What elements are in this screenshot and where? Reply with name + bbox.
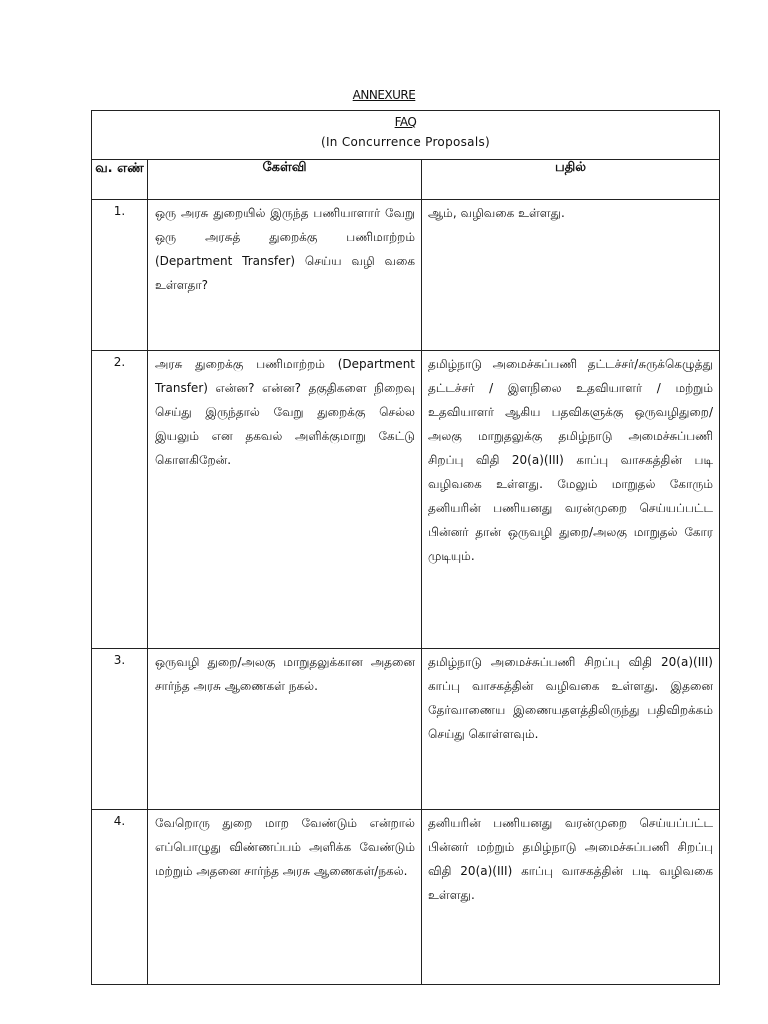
row-number: 3. — [92, 649, 148, 810]
answer-cell — [422, 649, 720, 810]
question-text: ஒரு அரசு துறையில் இருந்த பணியாளார் வேறு ஒரு அரசுத் துறைக்கு பணிமாற்றம் (Department Transfer) செய்ய வழி வகை உள்ளதா? — [155, 206, 415, 292]
faq-title: FAQ — [394, 115, 417, 129]
table-row — [92, 810, 720, 985]
answer-text: தனியரின் பணியனது வரன்முறை செய்யப்பட்ட பின்னர் மற்றும் தமிழ்நாடு அமைச்சுப்பணி சிறப்பு விதி 20(a)(III) காப்பு வாசகத்தின் படி வழிவகை உள்ளது. — [428, 816, 713, 902]
answer-cell — [422, 200, 720, 351]
answer-cell — [422, 810, 720, 985]
question-cell — [148, 351, 422, 649]
faq-title-cell — [92, 111, 720, 160]
table-row — [92, 649, 720, 810]
question-text: அரசு துறைக்கு பணிமாற்றம் (Department Transfer) என்ன? என்ன? தகுதிகளை நிறைவு செய்து இருந்தால் வேறு துறைக்கு செல்ல இயலும் என தகவல் அளிக்குமாறு கேட்டு கொளகிறேன். — [155, 357, 415, 467]
column-header-question: கேள்வி — [148, 160, 422, 200]
faq-subtitle: (In Concurrence Proposals) — [320, 135, 490, 149]
column-header-answer: பதில் — [422, 160, 720, 200]
answer-text: ஆம், வழிவகை உள்ளது. — [428, 206, 565, 220]
column-header-number: வ. எண் — [92, 160, 148, 200]
question-cell — [148, 649, 422, 810]
question-text: வேறொரு துறை மாற வேண்டும் என்றால் எப்பொழுது விண்ணப்பம் அளிக்க வேண்டும் மற்றும் அதனை சார்ந்த அரசு ஆணைகள்/நகல். — [155, 816, 415, 878]
row-number: 2. — [92, 351, 148, 649]
table-row — [92, 200, 720, 351]
annexure-heading: ANNEXURE — [352, 88, 416, 102]
row-number: 1. — [92, 200, 148, 351]
row-number: 4. — [92, 810, 148, 985]
faq-title-row — [92, 111, 720, 160]
answer-cell — [422, 351, 720, 649]
question-cell — [148, 200, 422, 351]
column-header-row — [92, 160, 720, 200]
answer-text: தமிழ்நாடு அமைச்சுப்பணி தட்டச்சர்/சுருக்கெழுத்து தட்டச்சர் / இளநிலை உதவியாளர் / மற்றும் உதவியாளர் ஆகிய பதவிகளுக்கு ஒருவழிதுறை/அலகு மாறுதலுக்கு தமிழ்நாடு அமைச்சுப்பணி சிறப்பு விதி 20(a)(III) காப்பு வாசகத்தின் படி வழிவகை உள்ளது. மேலும் மாறுதல் கோரும் தனியரின் பணியனது வரன்முறை செய்யப்பட்ட பின்னர் தான் ஒருவழி துறை/அலகு மாறுதல் கோர முடியும். — [428, 357, 713, 563]
table-row — [92, 351, 720, 649]
faq-table — [91, 110, 720, 985]
answer-text: தமிழ்நாடு அமைச்சுப்பணி சிறப்பு விதி 20(a)(III) காப்பு வாசகத்தின் வழிவகை உள்ளது. இதனை தேர்வாணைய இணையதளத்திலிருந்து பதிவிறக்கம் செய்து கொள்ளவும். — [428, 655, 713, 741]
question-text: ஒருவழி துறை/அலகு மாறுதலுக்கான அதனை சார்ந்த அரசு ஆணைகள் நகல். — [155, 655, 415, 693]
question-cell — [148, 810, 422, 985]
